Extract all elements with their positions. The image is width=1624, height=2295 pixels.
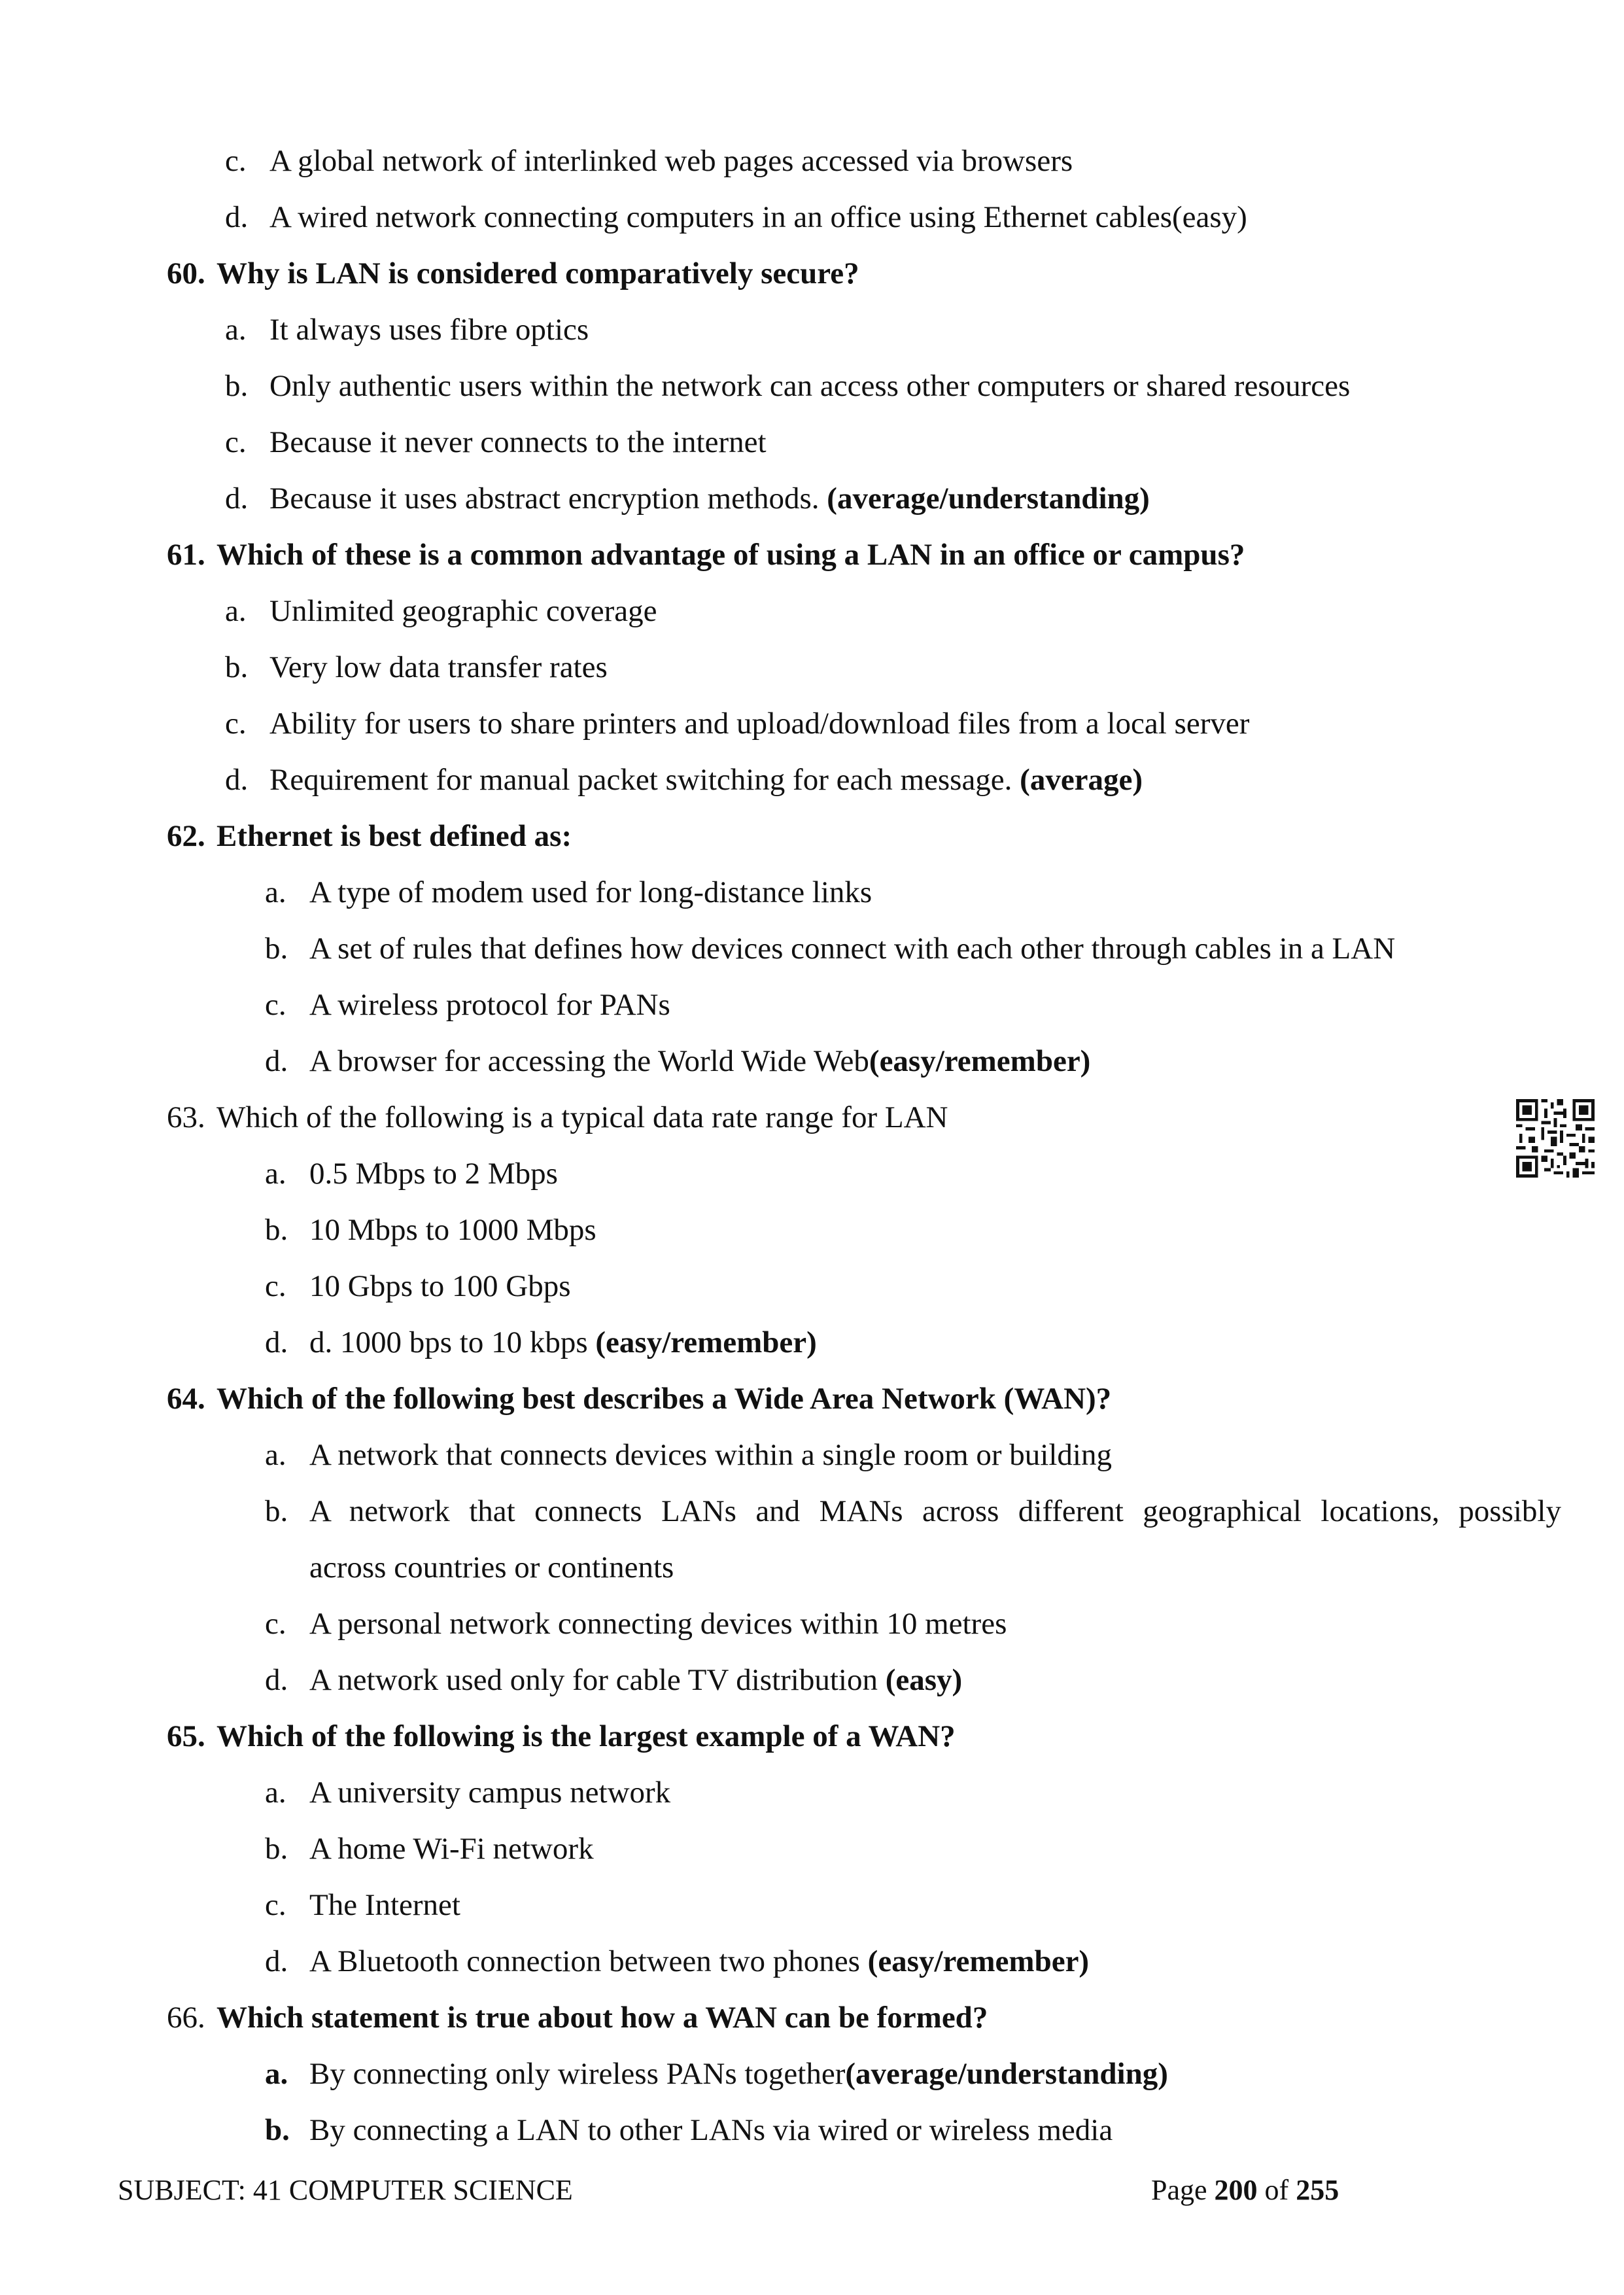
difficulty-tag: (easy/remember): [869, 1044, 1091, 1078]
question-number: 63.: [167, 1100, 205, 1134]
option-text: Only authentic users within the network can access other computers or shared resources: [269, 369, 1351, 403]
question-text: Which of the following best describes a Wide Area Network (WAN)?: [216, 1382, 1112, 1416]
option-text: 10 Gbps to 100 Gbps: [309, 1269, 571, 1303]
page-total: 255: [1296, 2174, 1339, 2206]
question-number: 61.: [167, 538, 205, 572]
option-text: A home Wi-Fi network: [309, 1832, 594, 1866]
question-60: [167, 254, 859, 293]
page-prefix: Page: [1151, 2174, 1215, 2206]
option-text: A personal network connecting devices within 10 metres: [309, 1607, 1007, 1641]
option-label: d.: [225, 763, 249, 797]
question-number: 65.: [167, 1719, 205, 1753]
option-label: b.: [265, 1494, 288, 1528]
option-label: c.: [265, 1269, 286, 1303]
option-text: The Internet: [309, 1888, 460, 1922]
question-64: [167, 1379, 1111, 1418]
option-text: It always uses fibre optics: [269, 313, 589, 347]
option-text: A Bluetooth connection between two phones: [309, 1944, 868, 1978]
question-text: Which of these is a common advantage of using a LAN in an office or campus?: [216, 538, 1245, 572]
option-text: A university campus network: [309, 1776, 671, 1810]
option-label: a.: [265, 875, 286, 909]
option-text: Ability for users to share printers and upload/download files from a local server: [269, 707, 1250, 741]
question-text: Ethernet is best defined as:: [216, 819, 572, 853]
option-label: d.: [265, 1044, 288, 1078]
option-label: d.: [265, 1944, 288, 1978]
question-61: [167, 535, 1245, 574]
option-text: Because it uses abstract encryption methods.: [269, 482, 827, 516]
option-text: A global network of interlinked web pages accessed via browsers: [269, 144, 1073, 178]
option-text: A wireless protocol for PANs: [309, 988, 670, 1022]
option-label: d.: [225, 200, 249, 234]
option-text: Requirement for manual packet switching for each message.: [269, 763, 1020, 797]
question-text: Which of the following is the largest example of a WAN?: [216, 1719, 956, 1753]
option-text: 0.5 Mbps to 2 Mbps: [309, 1157, 558, 1191]
option-label: a.: [265, 1776, 286, 1810]
option-label: b.: [225, 369, 249, 403]
difficulty-tag: (easy/remember): [595, 1325, 817, 1359]
qr-code-icon: [1516, 1099, 1595, 1178]
option-label: b.: [265, 1213, 288, 1247]
option-text: A network that connects LANs and MANs across different geographical locations, possibly: [309, 1494, 1561, 1528]
option-label: c.: [265, 1888, 286, 1922]
option-label: b.: [225, 650, 249, 684]
option-text: A browser for accessing the World Wide Web: [309, 1044, 869, 1078]
option-label: d.: [225, 482, 249, 516]
option-text: Because it never connects to the internet: [269, 425, 767, 459]
option-text: A type of modem used for long-distance links: [309, 875, 872, 909]
option-label: a.: [225, 594, 247, 628]
option-text-continuation: across countries or continents: [309, 1550, 674, 1585]
option-label: a.: [225, 313, 247, 347]
option-label: a.: [265, 1438, 286, 1472]
option-text: A network used only for cable TV distribution: [309, 1663, 886, 1697]
question-text: Which statement is true about how a WAN can be formed?: [216, 2001, 988, 2035]
difficulty-tag: (average/understanding): [845, 2057, 1168, 2091]
footer-subject: SUBJECT: 41 COMPUTER SCIENCE: [118, 2174, 573, 2206]
option-text: A set of rules that defines how devices connect with each other through cables in a LAN: [309, 932, 1396, 966]
option-text: 10 Mbps to 1000 Mbps: [309, 1213, 596, 1247]
footer-page-number: [1151, 2171, 1339, 2210]
option-label: b.: [265, 2113, 290, 2147]
option-label: b.: [265, 932, 288, 966]
option-text: Unlimited geographic coverage: [269, 594, 657, 628]
question-number: 66.: [167, 2001, 205, 2035]
question-62: [167, 816, 572, 856]
option-label: c.: [265, 988, 286, 1022]
option-label: d.: [265, 1663, 288, 1697]
question-text: Why is LAN is considered comparatively secure?: [216, 256, 859, 290]
question-number: 64.: [167, 1382, 205, 1416]
option-text: A network that connects devices within a single room or building: [309, 1438, 1112, 1472]
option-label: a.: [265, 2057, 288, 2091]
option-text: A wired network connecting computers in an office using Ethernet cables(easy): [269, 200, 1247, 234]
difficulty-tag: (easy/remember): [867, 1944, 1090, 1978]
difficulty-tag: (easy): [885, 1663, 963, 1697]
question-text: Which of the following is a typical data rate range for LAN: [216, 1100, 948, 1134]
option-label: a.: [265, 1157, 286, 1191]
page-of: of: [1257, 2174, 1296, 2206]
question-63: [167, 1098, 948, 1137]
option-text: d. 1000 bps to 10 kbps: [309, 1325, 596, 1359]
question-66: [167, 1998, 988, 2037]
option-label: b.: [265, 1832, 288, 1866]
option-label: d.: [265, 1325, 288, 1359]
option-label: c.: [225, 425, 247, 459]
option-label: c.: [225, 144, 247, 178]
page-current: 200: [1214, 2174, 1258, 2206]
difficulty-tag: (average/understanding): [827, 482, 1150, 516]
option-label: c.: [225, 707, 247, 741]
difficulty-tag: (average): [1020, 763, 1143, 797]
option-label: c.: [265, 1607, 286, 1641]
option-text: By connecting a LAN to other LANs via wired or wireless media: [309, 2113, 1113, 2147]
option-text: Very low data transfer rates: [269, 650, 608, 684]
question-65: [167, 1717, 956, 1756]
question-number: 62.: [167, 819, 205, 853]
question-number: 60.: [167, 256, 205, 290]
option-text: By connecting only wireless PANs together: [309, 2057, 846, 2091]
